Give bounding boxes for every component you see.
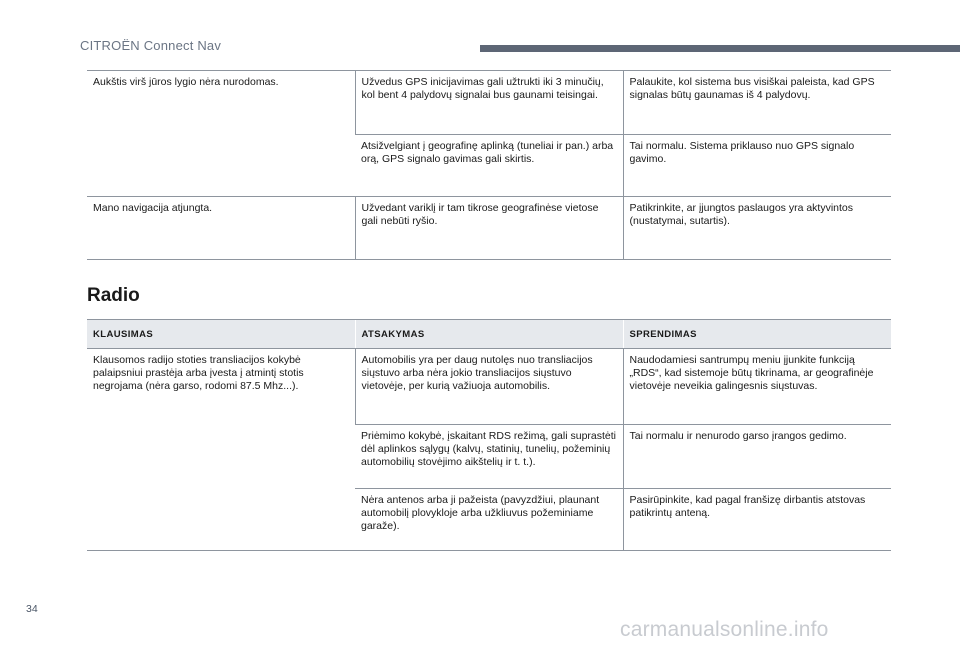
- answer-cell: Atsižvelgiant į geografinę aplinką (tuneliai ir pan.) arba orą, GPS signalo gavimas gali skirtis.: [355, 135, 623, 197]
- solution-cell: Patikrinkite, ar įjungtos paslaugos yra aktyvintos (nustatymai, sutartis).: [623, 197, 891, 260]
- answer-cell: Užvedus GPS inicijavimas gali užtrukti iki 3 minučių, kol bent 4 palydovų signalai bus gaunami teisingai.: [355, 71, 623, 135]
- header-bar: [480, 45, 960, 52]
- section-title: Radio: [87, 285, 140, 306]
- answer-cell: Automobilis yra per daug nutolęs nuo transliacijos siųstuvo arba nėra jokio transliacijos siųstuvo vietovėje, per kurią važiuoja automobilis.: [355, 349, 623, 425]
- header-title: CITROËN Connect Nav: [80, 38, 222, 53]
- answer-cell: Priėmimo kokybė, įskaitant RDS režimą, gali suprastėti dėl aplinkos sąlygų (kalvų, statinių, tunelių, požeminių automobilių stovėjimo aikštelių ir t. t.).: [355, 425, 623, 489]
- watermark: carmanualsonline.info: [620, 618, 829, 641]
- table-row: [87, 71, 891, 135]
- table-row: [87, 197, 891, 260]
- radio-troubleshooting-table: [87, 319, 891, 551]
- answer-cell: Nėra antenos arba ji pažeista (pavyzdžiui, plaunant automobilį plovykloje arba užkliuvus požeminiame garaže).: [355, 489, 623, 551]
- solution-cell: Tai normalu ir nenurodo garso įrangos gedimo.: [623, 425, 891, 489]
- solution-cell: Palaukite, kol sistema bus visiškai paleista, kad GPS signalas būtų gaunamas iš 4 palydovų.: [623, 71, 891, 135]
- question-cell: Aukštis virš jūros lygio nėra nurodomas.: [87, 71, 355, 197]
- answer-cell: Užvedant variklį ir tam tikrose geografinėse vietose gali nebūti ryšio.: [355, 197, 623, 260]
- table-row: [87, 349, 891, 425]
- table-header-row: [87, 320, 891, 349]
- solution-cell: Naudodamiesi santrumpų meniu įjunkite funkciją „RDS“, kad sistemoje būtų tikrinama, ar geografinėje vietovėje neveikia galingesnis siųstuvas.: [623, 349, 891, 425]
- gps-troubleshooting-table: [87, 70, 891, 260]
- solution-cell: Pasirūpinkite, kad pagal franšizę dirbantis atstovas patikrintų anteną.: [623, 489, 891, 551]
- solution-cell: Tai normalu. Sistema priklauso nuo GPS signalo gavimo.: [623, 135, 891, 197]
- question-cell: Mano navigacija atjungta.: [87, 197, 355, 260]
- column-header-answer: ATSAKYMAS: [355, 320, 623, 349]
- page-number: 34: [26, 603, 38, 615]
- question-cell: Klausomos radijo stoties transliacijos kokybė palaipsniui prastėja arba įvesta į atmintį stotis negrojama (nėra garso, rodomi 87.5 Mhz...).: [87, 349, 355, 551]
- column-header-solution: SPRENDIMAS: [623, 320, 891, 349]
- column-header-question: KLAUSIMAS: [87, 320, 355, 349]
